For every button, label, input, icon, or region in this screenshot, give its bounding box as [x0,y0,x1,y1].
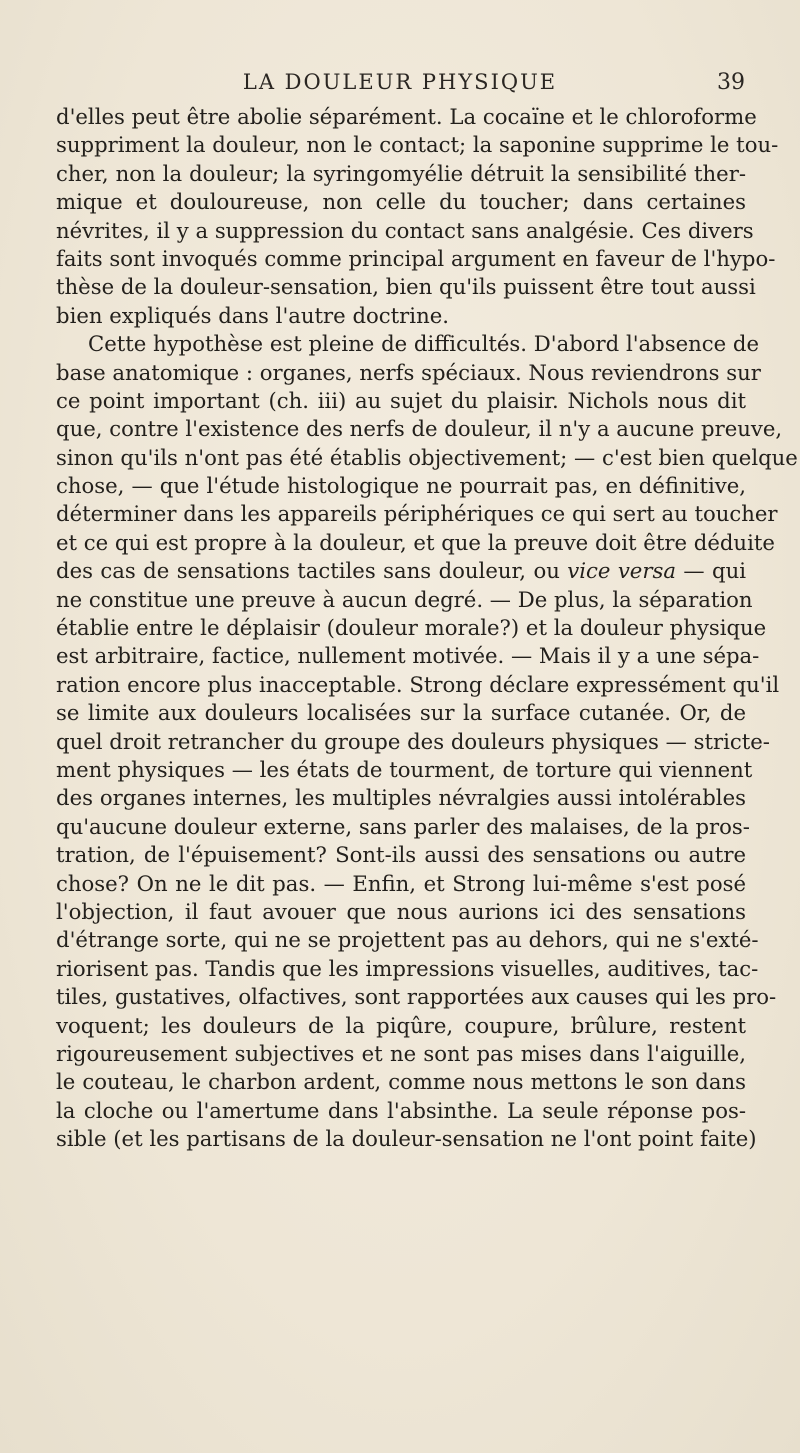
text-line: sible (et les partisans de la douleur-sensation ne l'ont point faite) [56,1126,757,1152]
text-line: rigoureusement subjectives et ne sont pas mises dans l'aiguille, [56,1040,746,1066]
text-line: d'elles peut être abolie séparément. La cocaïne et le chloroforme [56,104,757,129]
text-line: bien expliqués dans l'autre doctrine. [56,302,449,328]
text-line: le couteau, le charbon ardent, comme nous mettons le son dans [56,1069,746,1095]
text-line: établie entre le déplaisir (douleur morale?) et la douleur physique [56,615,767,641]
text-line: ment physiques — les états de tourment, de torture qui viennent [56,756,753,782]
running-title: LA DOULEUR PHYSIQUE [242,70,558,94]
text-line: voquent; les douleurs de la piqûre, coupure, brûlure, restent [56,1012,746,1038]
text-line: qu'aucune douleur externe, sans parler des malaises, de la pros- [56,813,750,839]
text-line: d'étrange sorte, qui ne se projettent pas au dehors, qui ne s'exté- [56,927,759,953]
text-line: riorisent pas. Tandis que les impressions visuelles, auditives, tac- [56,955,759,981]
text-line: névrites, il y a suppression du contact sans analgésie. Ces divers [56,217,754,243]
text-line-with-italic [56,557,746,585]
text-line: se limite aux douleurs localisées sur la surface cutanée. Or, de [56,700,746,726]
italic-phrase: vice versa [567,558,676,584]
text-line: base anatomique : organes, nerfs spéciaux. Nous reviendrons sur [56,359,761,385]
text-line: faits sont invoqués comme principal argument en faveur de l'hypo- [56,245,776,271]
text-line: la cloche ou l'amertume dans l'absinthe. La seule réponse pos- [56,1097,746,1123]
text-line: tration, de l'épuisement? Sont-ils aussi des sensations ou autre [56,842,746,868]
text-line: chose, — que l'étude histologique ne pourrait pas, en définitive, [56,473,746,499]
text-line: thèse de la douleur-sensation, bien qu'ils puissent être tout aussi [56,274,756,300]
text-line: chose? On ne le dit pas. — Enfin, et Strong lui-même s'est posé [56,870,746,896]
text-line: et ce qui est propre à la douleur, et que la preuve doit être déduite [56,529,775,555]
text-line: est arbitraire, factice, nullement motivée. — Mais il y a une sépa- [56,643,760,669]
page-header [55,70,745,100]
text-line: déterminer dans les appareils périphériques ce qui sert au toucher [56,501,778,527]
text-line: cher, non la douleur; la syringomyélie détruit la sensibilité ther- [56,160,746,186]
text-line: des organes internes, les multiples névralgies aussi intolérables [56,785,746,811]
text-line: mique et douloureuse, non celle du toucher; dans certaines [56,189,746,215]
page-number: 39 [717,70,745,95]
text-line: sinon qu'ils n'ont pas été établis objectivement; — c'est bien quelque [56,444,798,470]
text-line: quel droit retrancher du groupe des douleurs physiques — stricte- [56,728,770,754]
text-line: ration encore plus inacceptable. Strong déclare expressément qu'il [56,671,780,697]
body-text [56,103,798,1153]
text-line: suppriment la douleur, non le contact; la saponine supprime le tou- [56,132,779,158]
text-line: ce point important (ch. iii) au sujet du plaisir. Nichols nous dit [56,387,746,413]
text-line: Cette hypothèse est pleine de difficultés. D'abord l'absence de [88,331,760,357]
text-segment: — qui [675,558,746,584]
text-line: que, contre l'existence des nerfs de douleur, il n'y a aucune preuve, [56,416,783,442]
text-line: tiles, gustatives, olfactives, sont rapportées aux causes qui les pro- [56,984,777,1010]
text-line: ne constitue une preuve à aucun degré. — De plus, la séparation [56,586,753,612]
text-segment: des cas de sensations tactiles sans douleur, ou [56,558,568,584]
text-line: l'objection, il faut avouer que nous aurions ici des sensations [56,898,746,924]
